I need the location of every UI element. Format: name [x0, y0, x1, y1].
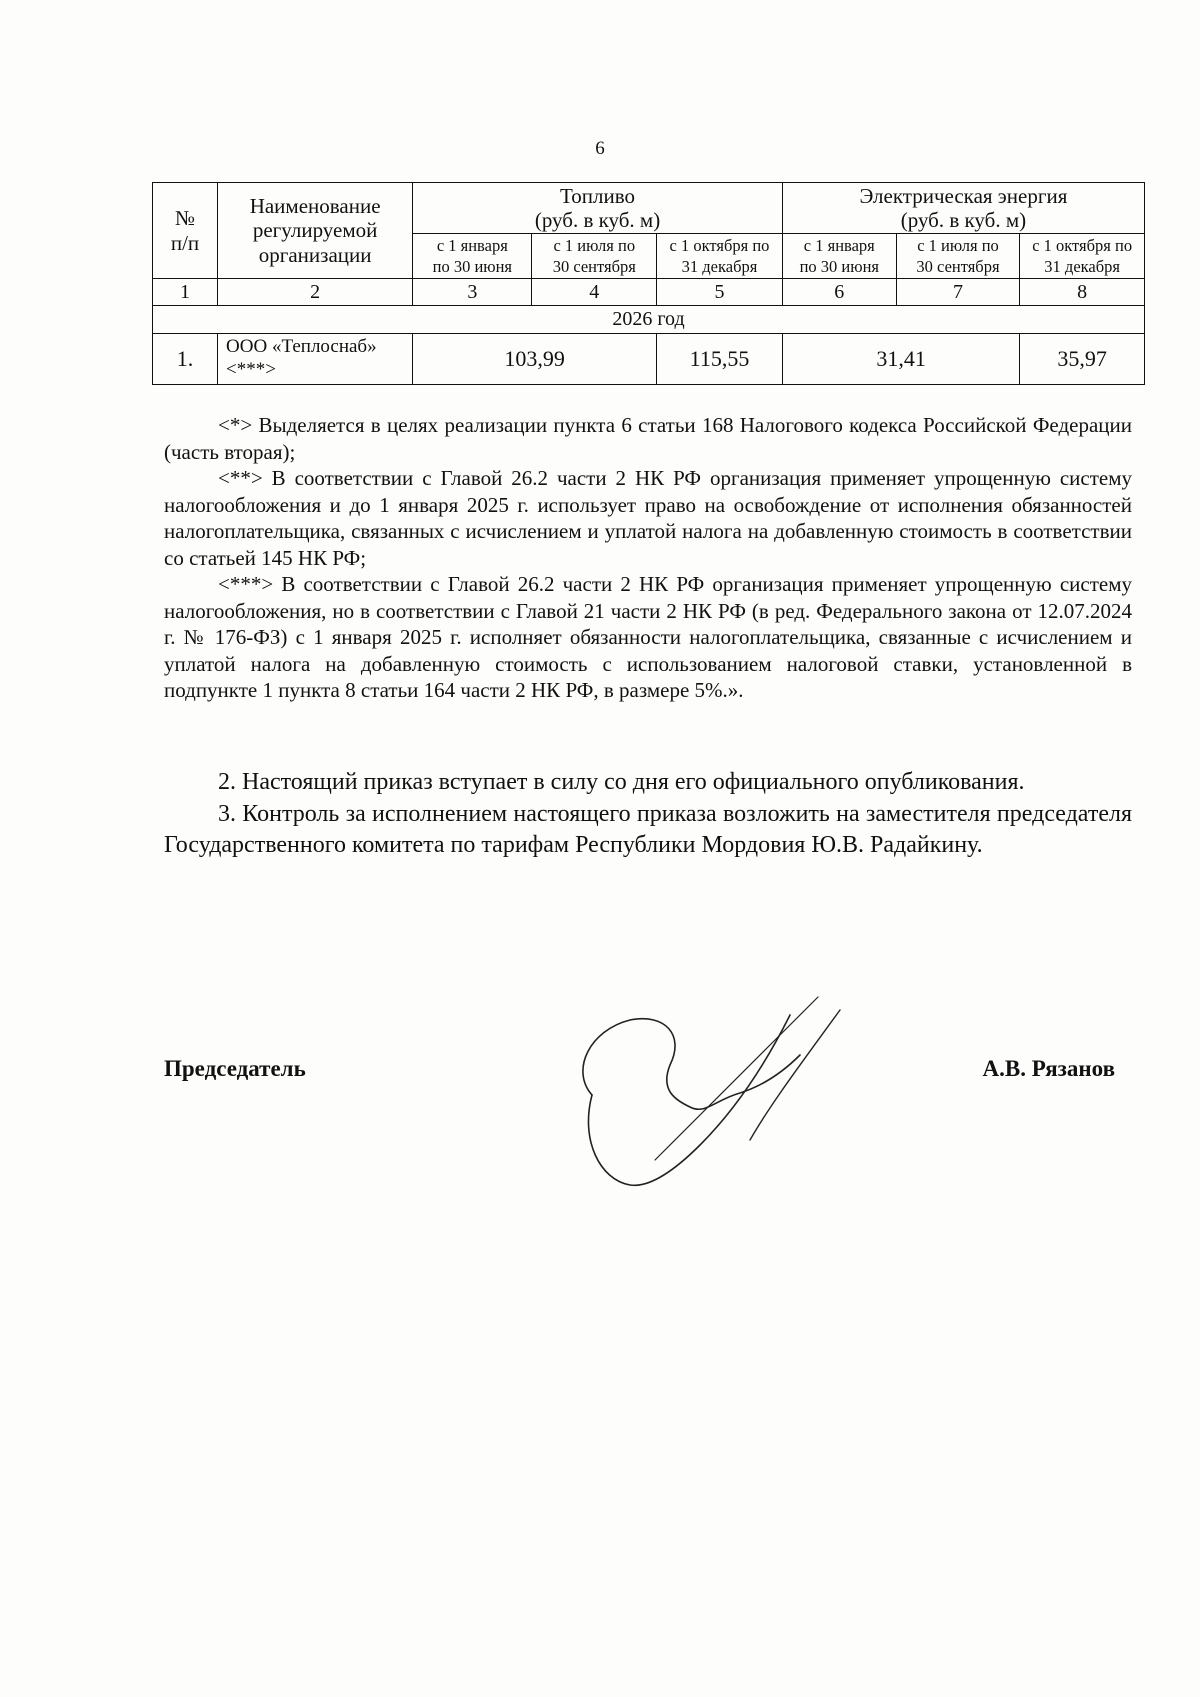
paragraph-3: 3. Контроль за исполнением настоящего приказа возложить на заместителя председателя Государственного комитета по тарифам Республики Мордовия Ю.В. Радайкину. [164, 800, 1132, 858]
row-fuel-jan-sep: 103,99 [413, 334, 657, 385]
header-fuel: Топливо (руб. в куб. м) [413, 183, 783, 234]
handwritten-signature [500, 975, 880, 1215]
col-index: 2 [218, 279, 413, 306]
col-index: 7 [896, 279, 1020, 306]
column-index-row [153, 279, 1145, 306]
signatory-name: А.В. Рязанов [982, 1056, 1115, 1081]
period-energy-3: с 1 октября по 31 декабря [1020, 234, 1145, 279]
col-index: 1 [153, 279, 218, 306]
row-fuel-oct-dec: 115,55 [657, 334, 783, 385]
footnotes [164, 412, 1132, 704]
footnote-1: <*> Выделяется в целях реализации пункта 6 статьи 168 Налогового кодекса Российской Федерации (часть вторая); [164, 413, 1132, 464]
col-index: 6 [782, 279, 896, 306]
table-row [153, 334, 1145, 385]
signatory-title: Председатель [164, 1056, 306, 1081]
row-num: 1. [153, 334, 218, 385]
tariff-table [152, 182, 1145, 385]
footnote-3: <***> В соответствии с Главой 26.2 части 2 НК РФ организация применяет упрощенную систему налогообложения, но в соответствии с Главой 21 части 2 НК РФ (в ред. Федерального закона от 12.07.2024 г. № 176-ФЗ) с 1 января 2025 г. исполняет обязанности налогоплательщика, связанные с исчислением и уплатой налога на добавленную стоимость с использованием налоговой ставки, установленной в подпункте 1 пункта 8 статьи 164 части 2 НК РФ, в размере 5%.». [164, 572, 1132, 702]
header-org-name: Наименование регулируемой организации [218, 183, 413, 279]
period-fuel-2: с 1 июля по 30 сентября [532, 234, 657, 279]
header-num: № п/п [153, 183, 218, 279]
paragraph-2: 2. Настоящий приказ вступает в силу со дня его официального опубликования. [218, 769, 1025, 795]
col-index: 8 [1020, 279, 1145, 306]
header-energy: Электрическая энергия (руб. в куб. м) [782, 183, 1144, 234]
period-fuel-1: с 1 января по 30 июня [413, 234, 532, 279]
period-energy-2: с 1 июля по 30 сентября [896, 234, 1020, 279]
year-label: 2026 год [153, 306, 1145, 334]
col-index: 4 [532, 279, 657, 306]
page-number: 6 [595, 138, 605, 159]
year-row [153, 306, 1145, 334]
col-index: 3 [413, 279, 532, 306]
row-energy-oct-dec: 35,97 [1020, 334, 1145, 385]
row-energy-jan-sep: 31,41 [782, 334, 1019, 385]
period-fuel-3: с 1 октября по 31 декабря [657, 234, 783, 279]
footnote-2: <**> В соответствии с Главой 26.2 части 2 НК РФ организация применяет упрощенную систему налогообложения и до 1 января 2025 г. использует право на освобождение от исполнения обязанностей налогоплательщика, связанных с исчислением и уплатой налога на добавленную стоимость в соответствии со статьей 145 НК РФ; [164, 466, 1132, 570]
row-org: ООО «Теплоснаб» <***> [218, 334, 413, 385]
table-header-row [153, 183, 1145, 234]
col-index: 5 [657, 279, 783, 306]
period-energy-1: с 1 января по 30 июня [782, 234, 896, 279]
order-paragraphs [164, 767, 1132, 862]
